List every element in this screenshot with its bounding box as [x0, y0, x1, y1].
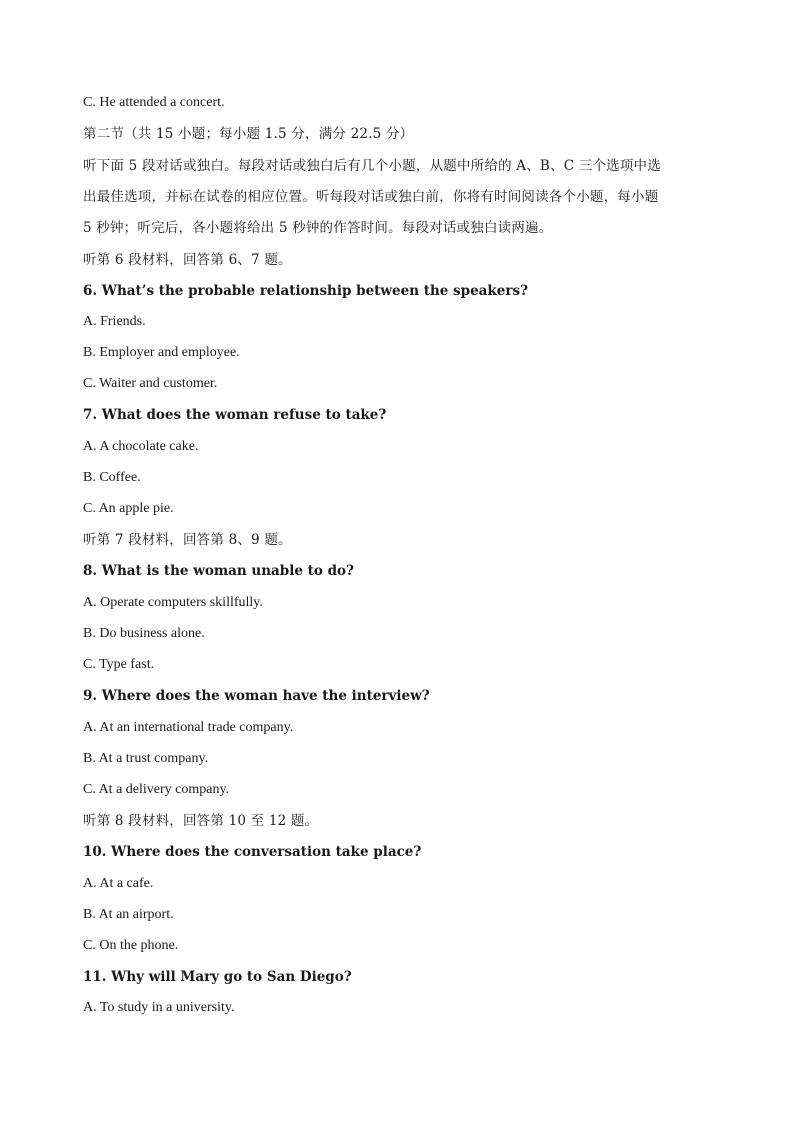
- question-6: 6. What’s the probable relationship between the speakers?: [83, 283, 528, 299]
- question-11: 11. Why will Mary go to San Diego?: [83, 969, 352, 985]
- option-10a: A. At a cafe.: [83, 876, 154, 891]
- option-9a: A. At an international trade company.: [83, 720, 294, 735]
- option-6c: C. Waiter and customer.: [83, 376, 218, 391]
- section-heading: 第二节（共 15 小题；每小题 1.5 分，满分 22.5 分）: [83, 126, 414, 142]
- option-8b: B. Do business alone.: [83, 626, 205, 641]
- option-8c: C. Type fast.: [83, 657, 155, 672]
- question-7: 7. What does the woman refuse to take?: [83, 407, 387, 423]
- option-10b: B. At an airport.: [83, 907, 174, 922]
- option-9c: C. At a delivery company.: [83, 782, 230, 797]
- option-7c: C. An apple pie.: [83, 501, 174, 516]
- option-8a: A. Operate computers skillfully.: [83, 595, 263, 610]
- option-6a: A. Friends.: [83, 314, 146, 329]
- material-7-intro: 听第 7 段材料，回答第 8、9 题。: [83, 532, 292, 548]
- question-10: 10. Where does the conversation take place?: [83, 844, 422, 860]
- question-9: 9. Where does the woman have the interview?: [83, 688, 430, 704]
- instructions-line-2: 出最佳选项，并标在试卷的相应位置。听每段对话或独白前，你将有时间阅读各个小题，每小题: [83, 189, 659, 205]
- option-11a: A. To study in a university.: [83, 1000, 235, 1015]
- instructions-line-3: 5 秒钟；听完后，各小题将给出 5 秒钟的作答时间。每段对话或独白读两遍。: [83, 220, 553, 236]
- option-6b: B. Employer and employee.: [83, 345, 240, 360]
- option-5c: C. He attended a concert.: [83, 95, 225, 110]
- option-9b: B. At a trust company.: [83, 751, 209, 766]
- instructions-line-1: 听下面 5 段对话或独白。每段对话或独白后有几个小题，从题中所给的 A、B、C 三个选项中选: [83, 158, 661, 174]
- material-6-intro: 听第 6 段材料，回答第 6、7 题。: [83, 252, 292, 268]
- option-10c: C. On the phone.: [83, 938, 179, 953]
- question-8: 8. What is the woman unable to do?: [83, 563, 354, 579]
- material-8-intro: 听第 8 段材料，回答第 10 至 12 题。: [83, 813, 319, 829]
- option-7a: A. A chocolate cake.: [83, 439, 199, 454]
- option-7b: B. Coffee.: [83, 470, 141, 485]
